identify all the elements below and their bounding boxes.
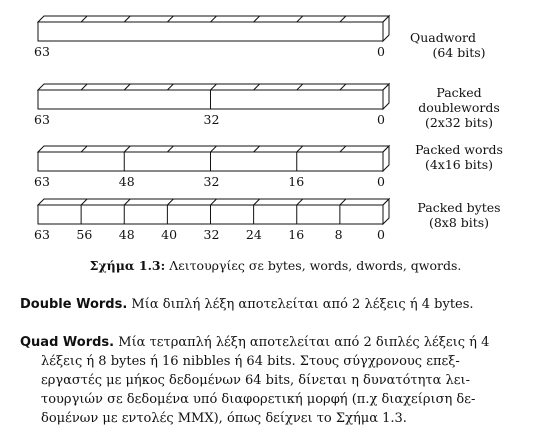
packed-doublewords-bit-label: 63 <box>34 112 50 127</box>
packed-bytes-bit-label: 48 <box>118 227 135 242</box>
packed-doublewords-box <box>38 84 389 109</box>
quad-words-line-4: τουργιών σε δεδομένα υπό διαφορετική μορφή (π.χ διαχείριση δε- <box>41 392 476 407</box>
packed-bytes-bit-label: 8 <box>334 227 343 242</box>
packed-bytes-bit-label: 56 <box>76 227 93 242</box>
packed-doublewords-bit-label: 0 <box>377 112 385 127</box>
packed-words-bit-label: 48 <box>118 174 135 189</box>
quadword-box <box>38 16 389 41</box>
quad-words-term: Quad Words. <box>20 335 115 350</box>
packed-words-bit-label: 63 <box>34 174 50 189</box>
caption-number: Σχήμα 1.3: <box>89 258 166 273</box>
quad-words-line-2: λέξεις ή 8 bytes ή 16 nibbles ή 64 bits. Στους σύγχρονους επεξ- <box>41 354 460 369</box>
packed-bytes-bit-label: 16 <box>288 227 305 242</box>
quadword-label-line: (64 bits) <box>432 45 486 60</box>
packed-words-label-line: Packed words <box>415 142 503 157</box>
quad-words-line-3: εργαστές με μήκος δεδομένων 64 bits, δίνεται η δυνατότητα λει- <box>41 373 470 388</box>
packed-bytes-bit-label: 32 <box>203 227 220 242</box>
quad-words-text-1: Μία τετραπλή λέξη αποτελείται από 2 διπλές λέξεις ή 4 <box>114 335 490 350</box>
packed-bytes-box <box>38 199 389 224</box>
packed-doublewords-label-line: (2x32 bits) <box>424 115 494 130</box>
double-words-text: Μία διπλή λέξη αποτελείται από 2 λέξεις ή 4 bytes. <box>127 297 474 312</box>
packed-words-bit-label: 32 <box>203 174 220 189</box>
packed-bytes-bit-label: 40 <box>161 227 178 242</box>
quadword-label-line: Quadword <box>410 30 476 45</box>
quadword-bit-label: 63 <box>34 44 50 59</box>
packed-bytes-bit-label: 63 <box>34 227 50 242</box>
packed-bytes-bit-label: 24 <box>245 227 262 242</box>
packed-words-bit-label: 16 <box>288 174 305 189</box>
double-words-paragraph <box>20 295 536 314</box>
packed-doublewords-label-line: Packed doublewords <box>418 85 500 115</box>
quadword-front-face <box>38 22 383 41</box>
quad-words-line-1 <box>20 333 536 352</box>
figure-caption <box>0 258 551 273</box>
packed-words-box <box>38 146 389 171</box>
quadword-bit-label: 0 <box>377 44 385 59</box>
double-words-term: Double Words. <box>20 297 128 312</box>
packed-words-label <box>404 142 514 172</box>
quadword-label <box>404 30 514 60</box>
quad-words-line-5: δομένων με εντολές MMX), όπως δείχνει το Σχήμα 1.3. <box>41 411 407 426</box>
packed-bytes-bit-label: 0 <box>377 227 385 242</box>
packed-words-label-line: (4x16 bits) <box>424 157 494 172</box>
packed-bytes-label <box>404 200 514 230</box>
packed-doublewords-bit-label: 32 <box>203 112 220 127</box>
packed-bytes-label-line: Packed bytes <box>417 200 501 215</box>
quad-words-paragraph <box>20 333 536 428</box>
packed-bytes-label-line: (8x8 bits) <box>428 215 490 230</box>
packed-doublewords-label <box>404 85 514 130</box>
caption-text: Λειτουργίες σε bytes, words, dwords, qwords. <box>165 258 462 273</box>
packed-words-bit-label: 0 <box>377 174 385 189</box>
